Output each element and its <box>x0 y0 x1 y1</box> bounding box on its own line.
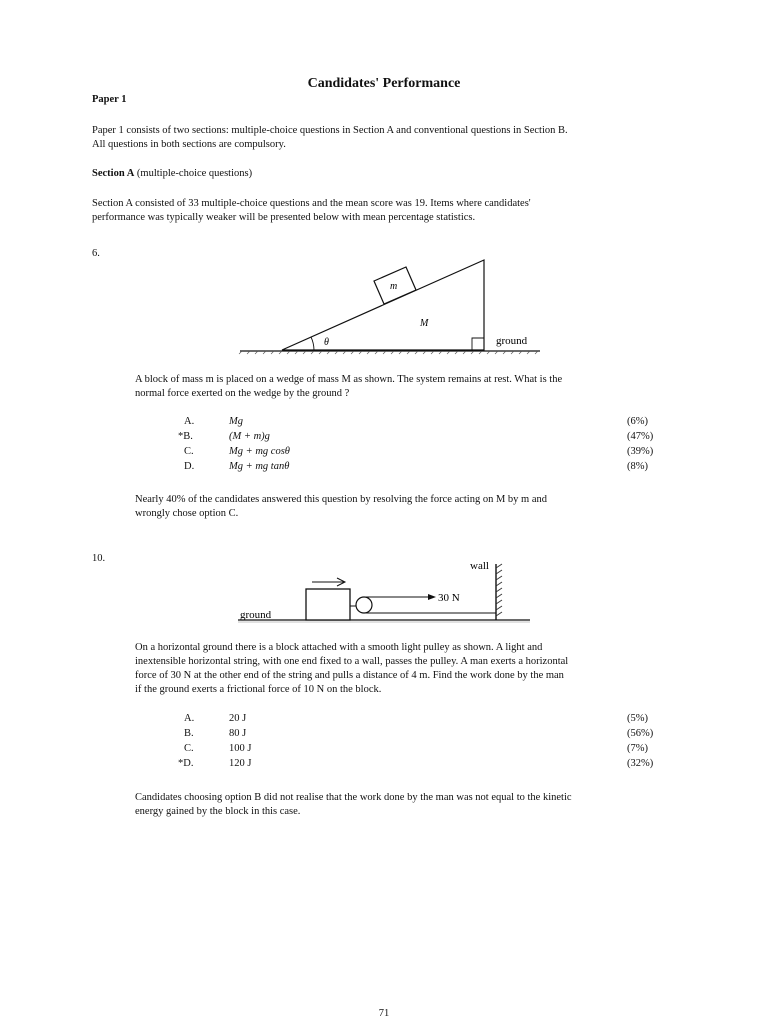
q6-label-M: M <box>420 318 429 329</box>
q10-option-text: 120 J <box>229 758 252 769</box>
page-number: 71 <box>378 1008 390 1019</box>
q6-wedge-diagram <box>230 250 550 362</box>
q6-wedge <box>282 260 484 350</box>
q6-option-pct: (39%) <box>627 446 654 457</box>
q6-option-letter: D. <box>184 461 195 472</box>
q6-option-text: Mg + mg tanθ <box>229 461 290 472</box>
q10-number: 10. <box>92 553 106 564</box>
q6-option-text: Mg <box>229 416 243 427</box>
q10-option-letter: *D. <box>178 758 194 769</box>
q6-option-text: Mg + mg cosθ <box>229 446 290 457</box>
q10-label-force: 30 N <box>438 592 460 604</box>
q10-force-arrowhead <box>428 594 436 600</box>
q6-label-ground: ground <box>496 335 528 347</box>
section-a-heading <box>92 167 252 181</box>
q10-option-text: 80 J <box>229 728 247 739</box>
q10-label-ground: ground <box>240 609 272 621</box>
q10-option-text: 20 J <box>229 713 247 724</box>
q10-option-pct: (7%) <box>627 743 648 754</box>
q6-angle-arc <box>311 337 314 350</box>
q6-comment-line-2: wrongly chose option C. <box>135 508 239 519</box>
q10-option-d <box>0 758 768 773</box>
q10-comment-line-2: energy gained by the block in this case. <box>135 806 301 817</box>
section-a-line-2: performance was typically weaker will be presented below with mean percentage statistics. <box>92 212 476 223</box>
q10-option-a <box>0 713 768 728</box>
intro-line-1: Paper 1 consists of two sections: multiple-choice questions in Section A and conventional questions in Section B. <box>92 125 568 136</box>
q10-option-c <box>0 743 768 758</box>
q6-number: 6. <box>92 248 100 259</box>
q6-option-d <box>0 461 768 476</box>
q6-option-b <box>0 431 768 446</box>
q10-pulley <box>356 597 372 613</box>
q10-pulley-diagram <box>230 556 560 632</box>
q10-text-line-2: inextensible horizontal string, with one end fixed to a wall, passes the pulley. A man exerts a horizontal <box>135 656 569 667</box>
q10-option-letter: B. <box>184 728 194 739</box>
q6-option-letter: *B. <box>178 431 193 442</box>
q6-label-theta: θ <box>324 337 329 348</box>
q6-option-a <box>0 416 768 431</box>
page-title: Candidates' Performance <box>307 76 461 91</box>
q10-option-letter: C. <box>184 743 194 754</box>
q6-comment-line-1: Nearly 40% of the candidates answered this question by resolving the force acting on M by m and <box>135 494 548 505</box>
q6-option-text: (M + m)g <box>229 431 270 442</box>
q10-option-letter: A. <box>184 713 195 724</box>
q6-text-line-2: normal force exerted on the wedge by the ground ? <box>135 388 350 399</box>
q6-option-letter: C. <box>184 446 194 457</box>
q6-right-angle-mark <box>472 338 484 350</box>
q10-text-line-3: force of 30 N at the other end of the string and pulls a distance of 4 m. Find the work done by the man <box>135 670 564 681</box>
section-a-heading-bold: Section A <box>92 168 135 179</box>
paper-heading: Paper 1 <box>92 94 127 105</box>
section-a-line-1: Section A consisted of 33 multiple-choice questions and the mean score was 19. Items where candidates' <box>92 198 531 209</box>
q10-option-b <box>0 728 768 743</box>
q10-wall-hatch <box>496 564 502 616</box>
q10-option-text: 100 J <box>229 743 252 754</box>
intro-line-2: All questions in both sections are compulsory. <box>92 139 286 150</box>
q10-comment-line-1: Candidates choosing option B did not realise that the work done by the man was not equal to the kinetic <box>135 792 572 803</box>
section-a-heading-rest: (multiple-choice questions) <box>134 168 253 179</box>
q6-option-c <box>0 446 768 461</box>
q10-block <box>306 589 350 620</box>
q6-option-pct: (47%) <box>627 431 654 442</box>
q10-text-line-1: On a horizontal ground there is a block attached with a smooth light pulley as shown. A light and <box>135 642 543 653</box>
q6-label-m: m <box>390 281 398 292</box>
q6-option-pct: (8%) <box>627 461 648 472</box>
q10-option-pct: (32%) <box>627 758 654 769</box>
q6-option-pct: (6%) <box>627 416 648 427</box>
q10-label-wall: wall <box>470 560 489 572</box>
q6-option-letter: A. <box>184 416 195 427</box>
q10-option-pct: (56%) <box>627 728 654 739</box>
q6-text-line-1: A block of mass m is placed on a wedge of mass M as shown. The system remains at rest. What is the <box>135 374 563 385</box>
q10-option-pct: (5%) <box>627 713 648 724</box>
q10-text-line-4: if the ground exerts a frictional force of 10 N on the block. <box>135 684 382 695</box>
